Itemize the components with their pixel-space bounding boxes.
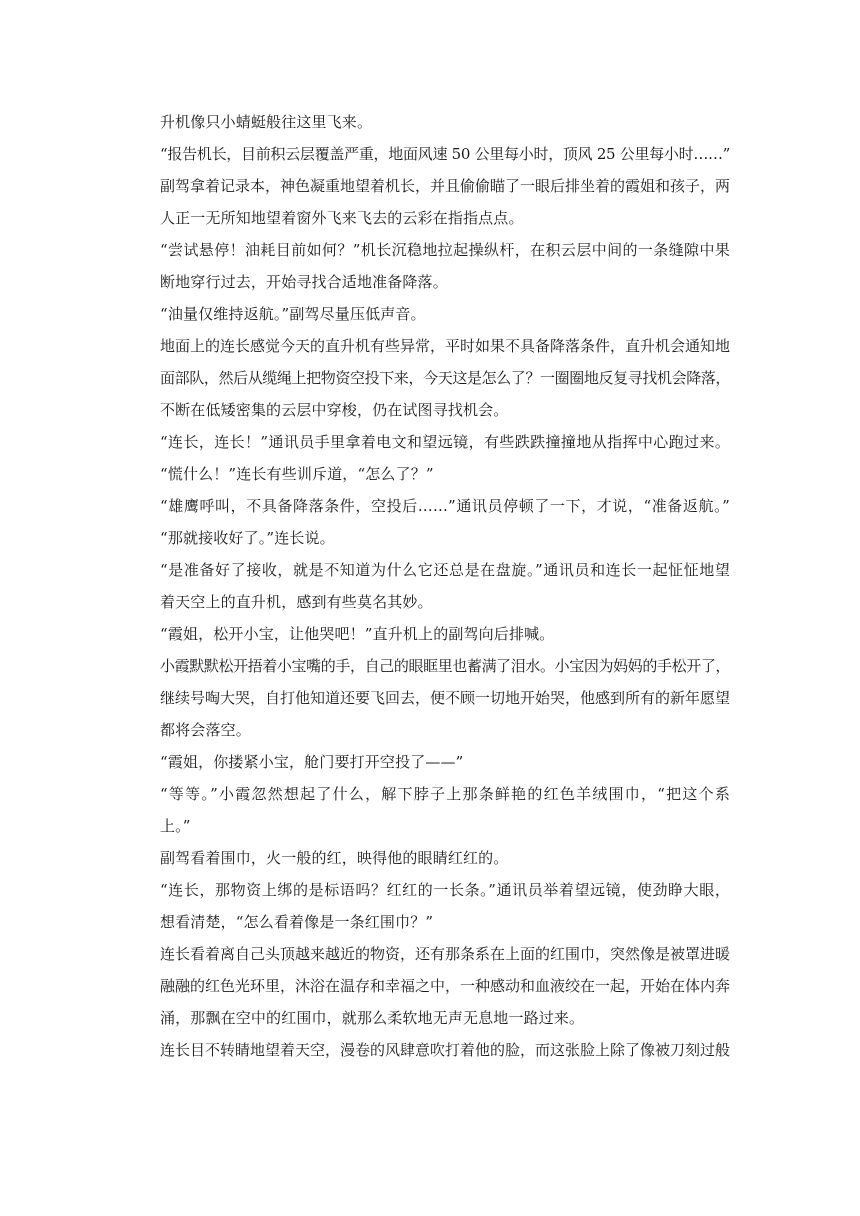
text-line-17: “霞姐，松开小宝，让他哭吧！”直升机上的副驾向后排喊。	[160, 625, 555, 643]
text-line-21: “霞姐，你搂紧小宝，舱门要打开空投了——”	[160, 753, 464, 771]
text-line-3: 副驾拿着记录本，神色凝重地望着机长，并且偷偷瞄了一眼后排坐着的霞姐和孩子，两	[160, 177, 730, 195]
text-line-18: 小霞默默松开捂着小宝嘴的手，自己的眼眶里也蓄满了泪水。小宝因为妈妈的手松开了，	[160, 657, 730, 675]
text-line-9: 面部队，然后从缆绳上把物资空投下来，今天这是怎么了？一圈圈地反复寻找机会降落，	[160, 369, 730, 387]
text-line-6: 断地穿行过去，开始寻找合适地准备降落。	[160, 273, 448, 291]
text-line-4: 人正一无所知地望着窗外飞来飞去的云彩在指指点点。	[160, 209, 524, 227]
text-line-26: 想看清楚，“怎么看着像是一条红围巾？”	[160, 913, 434, 931]
text-line-22: “等等。”小霞忽然想起了什么，解下脖子上那条鲜艳的红色羊绒围巾，“把这个系	[160, 785, 730, 803]
text-line-28: 融融的红色光环里，沐浴在温存和幸福之中，一种感动和血液绞在一起，开始在体内奔	[160, 977, 730, 995]
text-line-10: 不断在低矮密集的云层中穿梭，仍在试图寻找机会。	[160, 401, 509, 419]
text-line-25: “连长，那物资上绑的是标语吗？红红的一长条。”通讯员举着望远镜，使劲睁大眼，	[160, 881, 730, 899]
text-line-13: “雄鹰呼叫，不具备降落条件，空投后……”通讯员停顿了一下，才说，“准备返航。”	[160, 497, 730, 515]
text-line-7: “油量仅维持返航。”副驾尽量压低声音。	[160, 305, 426, 323]
text-line-15: “是准备好了接收，就是不知道为什么它还总是在盘旋。”通讯员和连长一起怔怔地望	[160, 561, 730, 579]
text-line-1: 升机像只小蜻蜓般往这里飞来。	[160, 113, 373, 131]
text-line-12: “慌什么！”连长有些训斥道，“怎么了？”	[160, 465, 434, 483]
text-line-20: 都将会落空。	[160, 721, 251, 739]
text-line-19: 继续号啕大哭，自打他知道还要飞回去，便不顾一切地开始哭，他感到所有的新年愿望	[160, 689, 730, 707]
text-line-5: “尝试悬停！油耗目前如何？”机长沉稳地拉起操纵杆，在积云层中间的一条缝隙中果	[160, 241, 730, 259]
text-line-14: “那就接收好了。”连长说。	[160, 529, 335, 547]
text-line-30: 连长目不转睛地望着天空，漫卷的风肆意吹打着他的脸，而这张脸上除了像被刀刻过般	[160, 1041, 730, 1059]
text-line-24: 副驾看着围巾，火一般的红，映得他的眼睛红红的。	[160, 849, 509, 867]
text-line-2: “报告机长，目前积云层覆盖严重，地面风速 50 公里每小时，顶风 25 公里每小时……”	[160, 145, 730, 163]
text-line-8: 地面上的连长感觉今天的直升机有些异常，平时如果不具备降落条件，直升机会通知地	[160, 337, 730, 355]
text-line-29: 涌，那飘在空中的红围巾，就那么柔软地无声无息地一路过来。	[160, 1009, 585, 1027]
story-text	[160, 106, 730, 1066]
text-line-16: 着天空上的直升机，感到有些莫名其妙。	[160, 593, 433, 611]
text-line-11: “连长，连长！”通讯员手里拿着电文和望远镜，有些跌跌撞撞地从指挥中心跑过来。	[160, 433, 730, 451]
text-line-27: 连长看着离自己头顶越来越近的物资，还有那条系在上面的红围巾，突然像是被罩进暖	[160, 945, 730, 963]
text-line-23: 上。”	[160, 817, 191, 835]
